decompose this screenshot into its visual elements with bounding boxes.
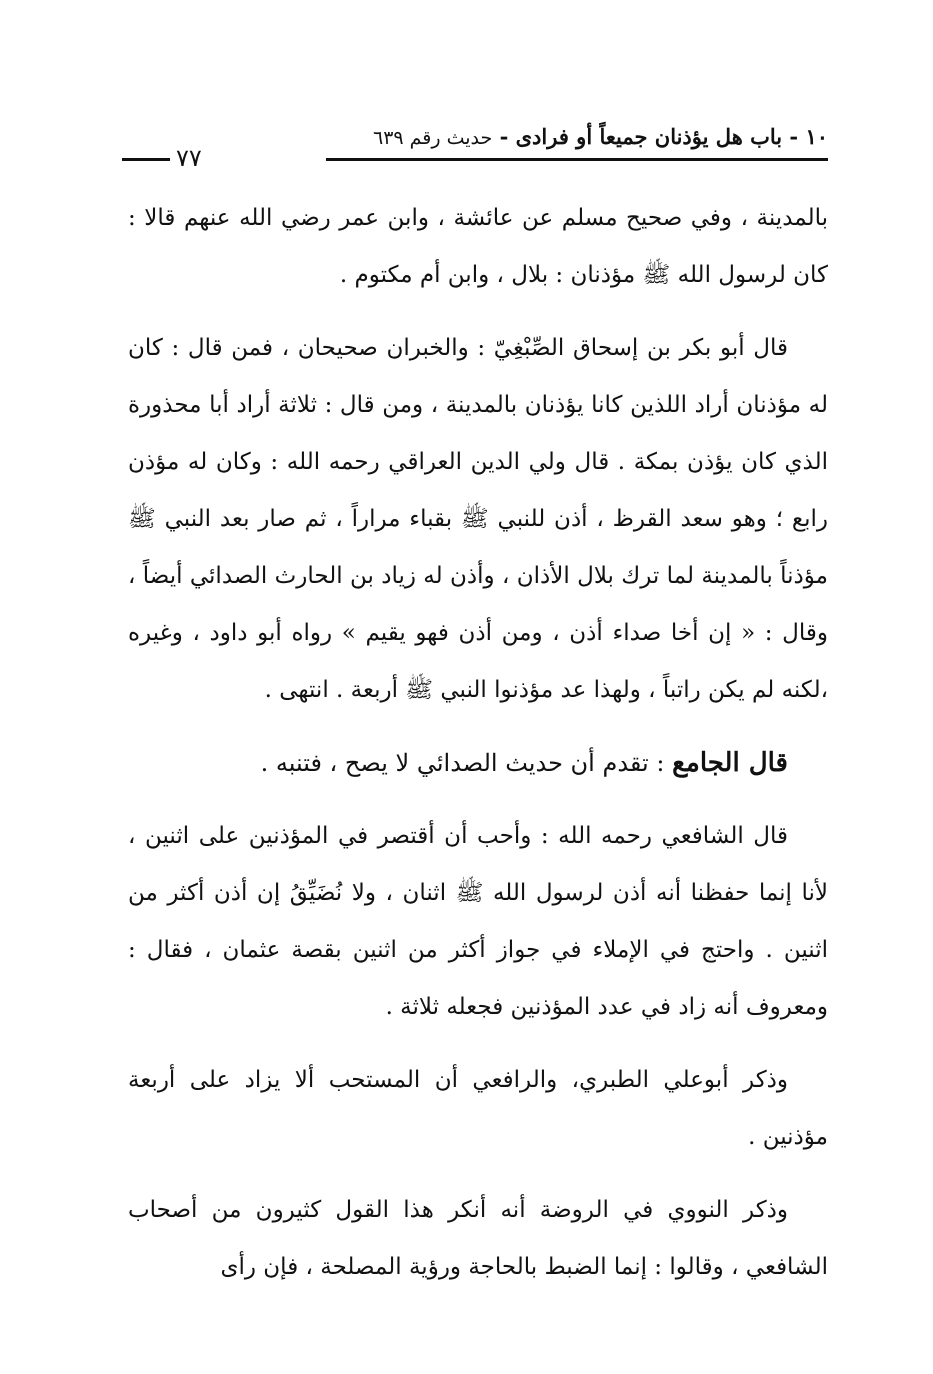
page-number: ٧٧ [176,144,202,172]
jamie-text: : تقدم أن حديث الصدائي لا يصح ، فتنبه . [260,749,673,777]
chapter-header [373,124,828,149]
paragraph-shafii: قال الشافعي رحمه الله : وأحب أن أقتصر في المؤذنين على اثنين ، لأنا إنما حفظنا أنه أذن لرسول الله ﷺ اثنان ، ولا نُضَيِّقُ إن أذن أكثر من اثنين . واحتج في الإملاء في جواز أكثر من اثنين بقصة عثمان ، فقال : ومعروف أنه زاد في عدد المؤذنين فجعله ثلاثة . [128,823,828,1020]
body-text [128,190,828,1312]
paragraph-tabari: وذكر أبوعلي الطبري، والرافعي أن المستحب ألا يزاد على أربعة مؤذنين . [128,1067,828,1150]
paragraph-sibghi: قال أبو بكر بن إسحاق الصِّبْغِيّ : والخبران صحيحان ، فمن قال : كان له مؤذنان أراد اللذين كانا يؤذنان بالمدينة ، ومن قال : ثلاثة أراد أبا محذورة الذي كان يؤذن بمكة . قال ولي الدين العراقي رحمه الله : وكان له مؤذن رابع ؛ وهو سعد القرظ ، أذن للنبي ﷺ بقباء مراراً ، ثم صار بعد النبي ﷺ مؤذناً بالمدينة لما ترك بلال الأذان ، وأذن له زياد بن الحارث الصدائي أيضاً ، وقال : « إن أخا صداء أذن ، ومن أذن فهو يقيم » رواه أبو داود ، وغيره ،لكنه لم يكن راتباً ، ولهذا عد مؤذنوا النبي ﷺ أربعة . انتهى . [128,335,828,703]
jamie-label: قال الجامع [672,748,788,778]
page-number-rule [122,158,170,161]
hadith-reference: حديث رقم ٦٣٩ [373,127,493,149]
header-rule [326,158,828,161]
header-separator: - [492,124,516,149]
paragraph-nawawi: وذكر النووي في الروضة أنه أنكر هذا القول كثيرون من أصحاب الشافعي ، وقالوا : إنما الضبط بالحاجة ورؤية المصلحة ، فإن رأى [128,1197,828,1280]
chapter-title: ١٠ - باب هل يؤذنان جميعاً أو فرادى [515,124,828,149]
running-header [118,118,828,178]
paragraph-jamie [128,735,828,792]
paragraph-continuation: بالمدينة ، وفي صحيح مسلم عن عائشة ، وابن عمر رضي الله عنهم قالا : كان لرسول الله ﷺ مؤذنان : بلال ، وابن أم مكتوم . [128,205,828,288]
